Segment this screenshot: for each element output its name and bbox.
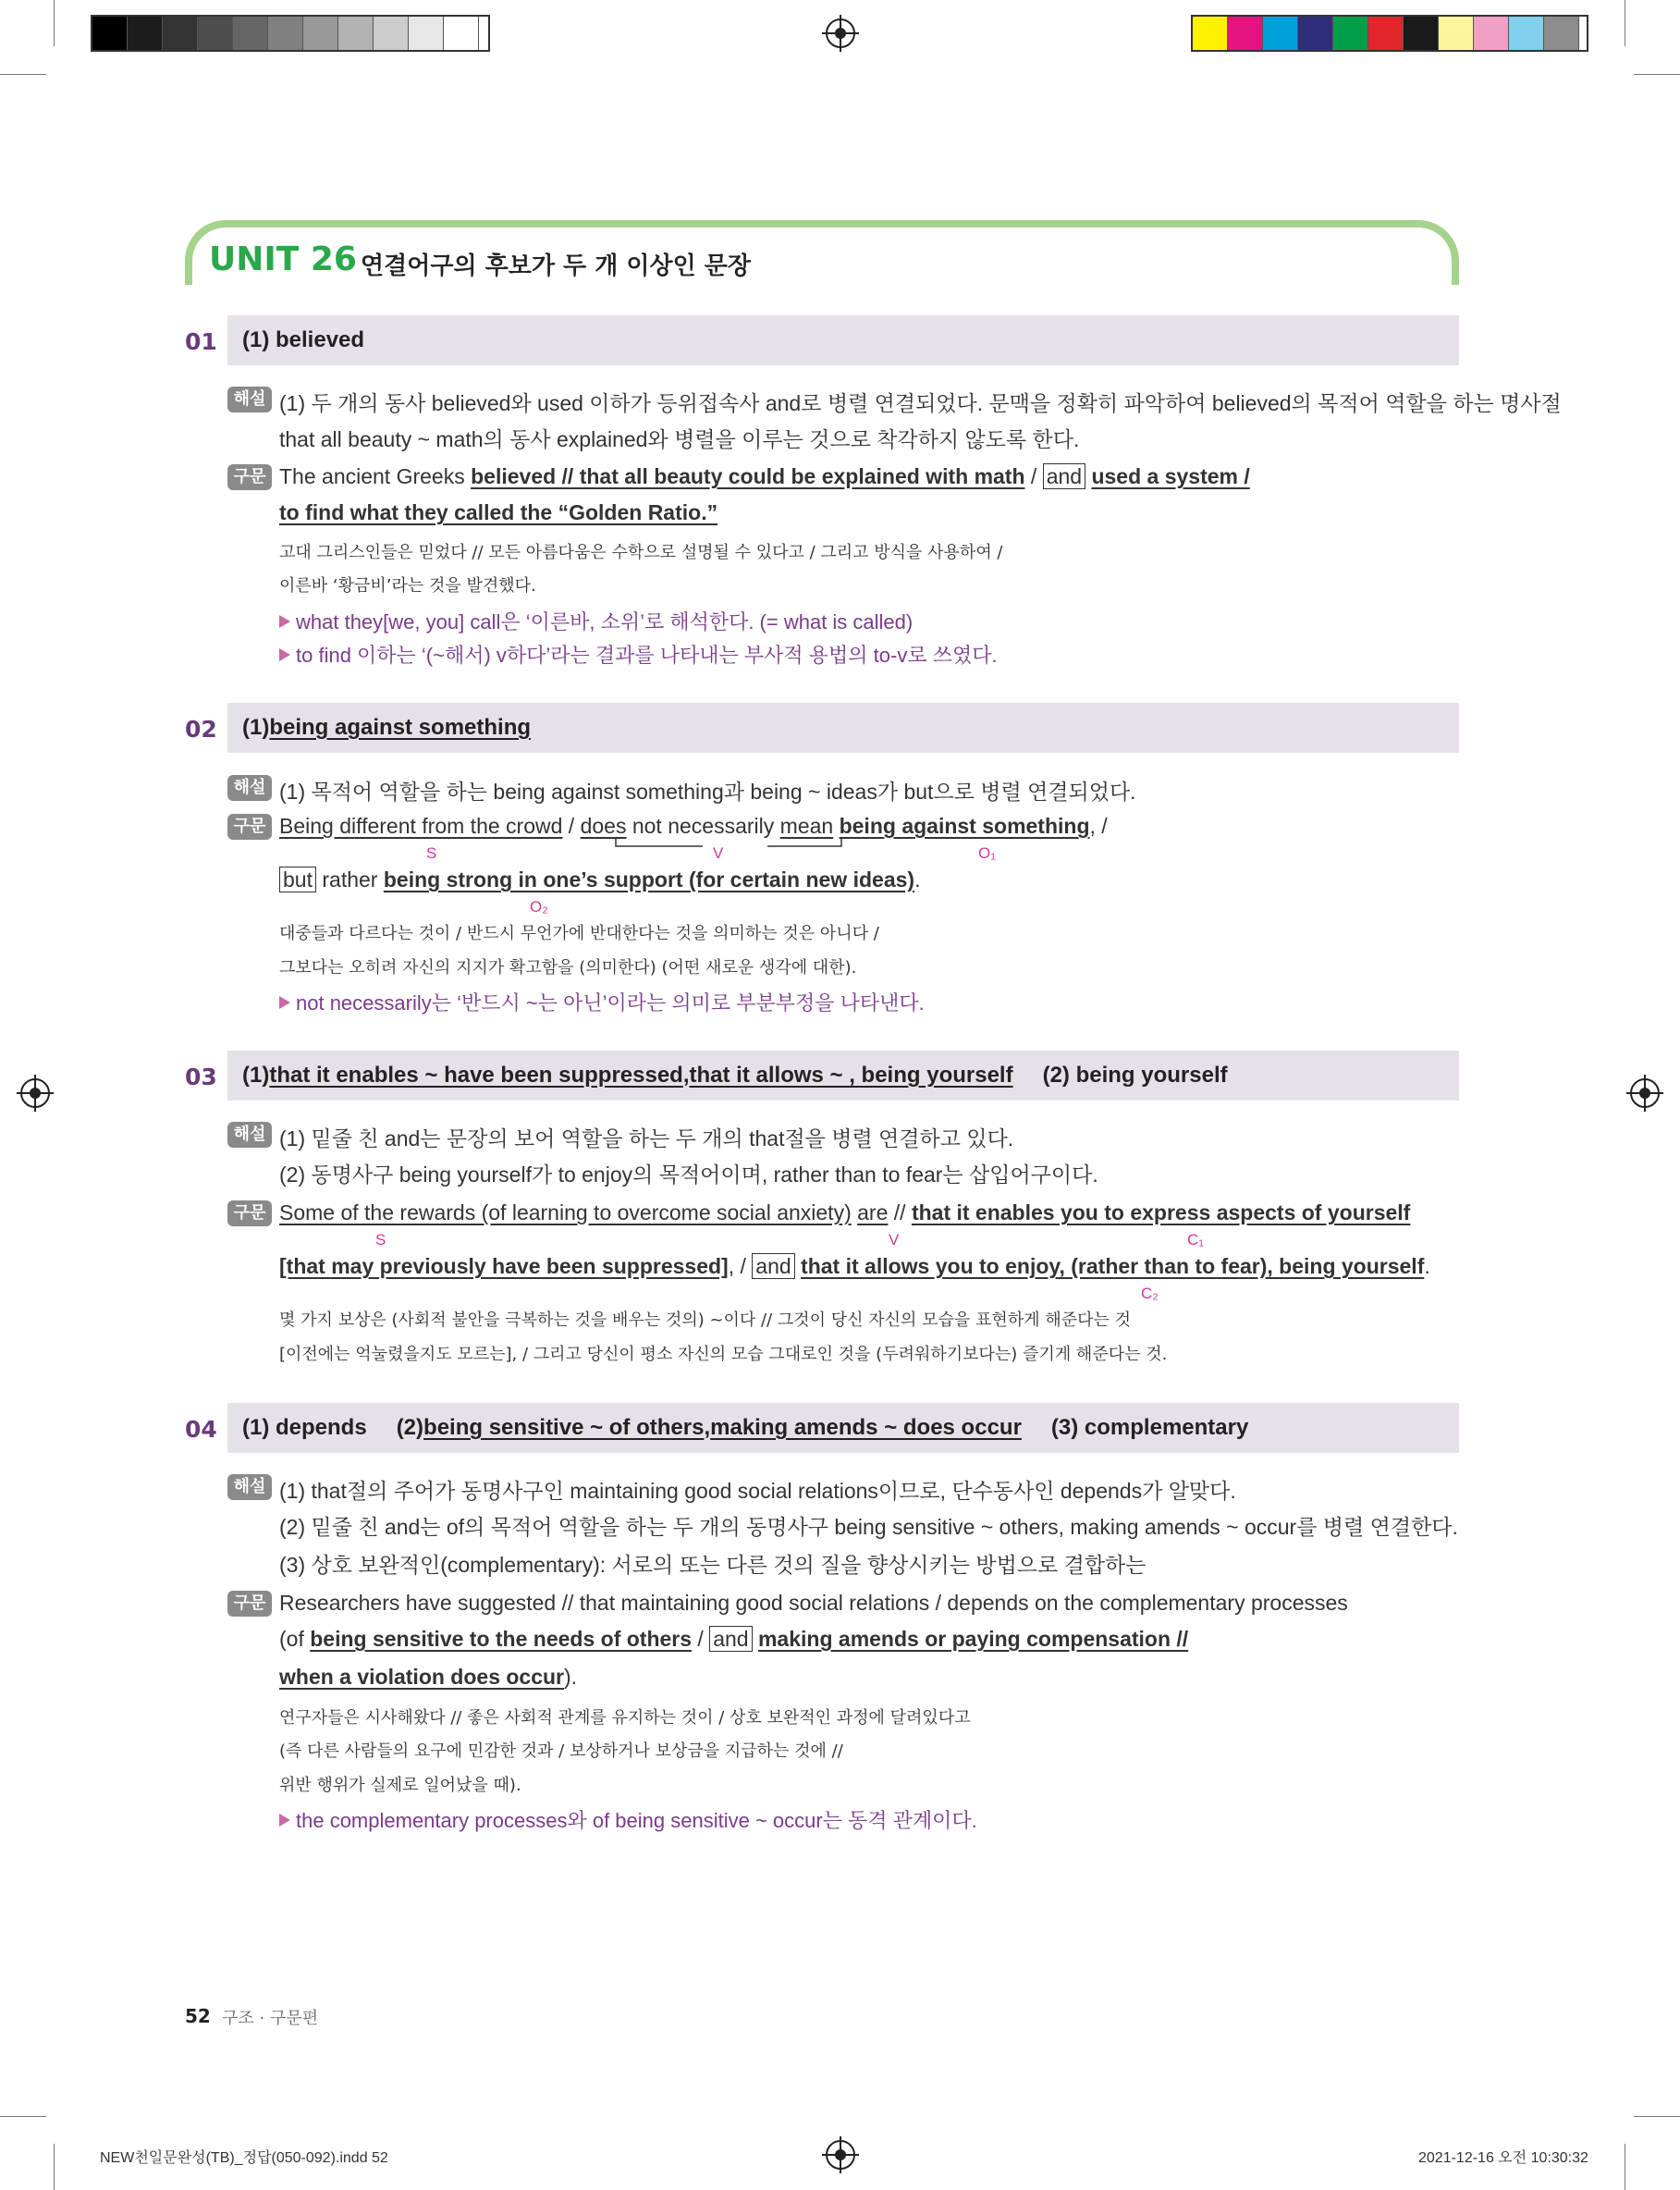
syntax-tag: 구문 [227,814,272,840]
syntax-tag: 구문 [227,464,272,490]
sentence-fragment: Some of the rewards (of learning to overcome social anxiety) [279,1200,852,1224]
sentence-fragment: that it allows you to enjoy, (rather than to fear), being yourself [801,1254,1425,1278]
sentence-fragment: Being different from the crowd [279,814,563,838]
conjunction-box: and [709,1626,752,1652]
triangle-bullet-icon [279,648,290,661]
answer-text: (1) [242,715,270,740]
translation-line: 위반 행위가 실제로 일어났을 때). [279,1776,521,1795]
sentence-fragment: / [692,1627,710,1651]
registration-mark-icon [826,18,855,48]
sentence-fragment: ). [564,1665,578,1689]
color-swatch [1544,17,1579,50]
answer-text: , [704,1415,711,1440]
complement-label: C₁ [1187,1231,1205,1249]
color-swatch [268,17,303,50]
triangle-bullet-icon [279,996,290,1009]
sentence-fragment: used a system / [1091,464,1250,488]
sentence-fragment: The ancient Greeks [279,464,472,488]
explanation-tag: 해설 [227,387,272,412]
color-swatch [1404,17,1439,50]
sentence-fragment: rather [315,867,384,892]
syntax-line [279,814,1108,839]
translation-line: [이전에는 억눌렸을지도 모르는], / 그리고 당신이 평소 자신의 모습 그대로인 것을 (두려워하기보다는) 즐기게 해준다는 것. [279,1345,1168,1364]
explanation-line: (2) 밑줄 친 and는 of의 목적어 역할을 하는 두 개의 동명사구 being sensitive ~ others, making amends ~ occur를 병렬 연결한다. [279,1515,1458,1539]
answer-text: (2) being yourself [1042,1063,1228,1088]
question-number: 03 [185,1064,217,1090]
registration-mark-icon [20,1078,50,1108]
sentence-fragment: are [857,1200,889,1224]
syntax-line: Researchers have suggested // that maintaining good social relations / depends on the complementary processes [279,1591,1348,1615]
answer-bar [227,703,1459,753]
color-swatch [198,17,233,50]
complement-label: C₂ [1141,1285,1159,1302]
sentence-fragment: (of [279,1627,311,1651]
explanation-line: (1) 목적어 역할을 하는 being against something과 being ~ ideas가 but으로 병렬 연결되었다. [279,780,1136,804]
grammar-note [279,1805,977,1834]
conjunction-box: but [279,867,316,892]
sentence-fragment: / [1024,464,1043,488]
sentence-fragment: being against something [839,814,1090,838]
color-swatch [1333,17,1368,50]
triangle-bullet-icon [279,1814,290,1827]
sentence-fragment: does [580,814,627,838]
question-number: 04 [185,1416,217,1443]
translation-line: 이른바 ‘황금비’라는 것을 발견했다. [279,576,536,596]
syntax-line [279,1200,1410,1225]
color-swatch [409,17,444,50]
sentence-fragment: when a violation does occur [279,1665,565,1689]
triangle-bullet-icon [279,615,290,628]
translation-line: 고대 그리스인들은 믿었다 // 모든 아름다움은 수학으로 설명될 수 있다고 / 그리고 방식을 사용하여 / [279,543,1003,562]
explanation-line: (1) 밑줄 친 and는 문장의 보어 역할을 하는 두 개의 that절을 병렬 연결하고 있다. [279,1126,1014,1150]
explanation-tag: 해설 [227,775,272,801]
registration-mark-icon [1630,1078,1660,1108]
color-swatch [338,17,374,50]
syntax-line [279,867,920,892]
color-swatch [303,17,338,50]
sentence-fragment: / [562,814,581,838]
explanation-line: that all beauty ~ math의 동사 explained와 병렬을 이루는 것으로 착각하지 않도록 한다. [279,427,1080,451]
color-swatch [444,17,479,50]
unit-title: 연결어구의 후보가 두 개 이상인 문장 [361,252,751,280]
color-swatch [1368,17,1404,50]
explanation-tag: 해설 [227,1474,272,1500]
sentence-fragment: . [1424,1254,1430,1278]
conjunction-box: and [1043,463,1085,489]
answer-bar [227,315,1459,365]
color-swatch [1298,17,1333,50]
syntax-line [279,1254,1430,1279]
sentence-fragment: making amends or paying compensation // [757,1627,1189,1651]
sentence-fragment: being strong in one’s support (for certain new ideas) [383,867,915,892]
explanation-line: (1) that절의 주어가 동명사구인 maintaining good social relations이므로, 단수동사인 depends가 알맞다. [279,1479,1236,1503]
crop-mark [54,2144,55,2190]
color-swatch [1193,17,1228,50]
color-swatch [233,17,268,50]
crop-mark [54,0,55,46]
conjunction-box: and [752,1253,794,1279]
color-swatch [1509,17,1544,50]
color-swatch [374,17,409,50]
grammar-note [279,988,925,1016]
translation-line: 연구자들은 시사해왔다 // 좋은 사회적 관계를 유지하는 것이 / 상호 보완적인 과정에 달려있다고 [279,1708,971,1728]
registration-mark-icon [826,2140,855,2170]
process-color-bar [1191,15,1588,52]
sentence-fragment: to find what they called the “Golden Ratio.” [279,500,718,524]
question-number: 02 [185,716,217,743]
subject-label: S [375,1231,386,1249]
subject-label: S [426,844,437,862]
answer-text: that it enables ~ have been suppressed [269,1063,683,1088]
syntax-tag: 구문 [227,1200,272,1226]
translation-line: 몇 가지 보상은 (사회적 불안을 극복하는 것을 배우는 것의) ~이다 // 그것이 당신 자신의 모습을 표현하게 해준다는 것 [279,1310,1131,1330]
color-swatch [1439,17,1474,50]
answer-text: that it allows ~ , being yourself [689,1063,1013,1088]
explanation-tag: 해설 [227,1122,272,1148]
crop-mark [0,2116,46,2117]
translation-line: 그보다는 오히려 자신의 지지가 확고함을 (의미한다) (어떤 새로운 생각에 대한). [279,958,857,978]
color-swatch [92,17,128,50]
answer-text: , [682,1063,690,1088]
sentence-fragment: being sensitive to the needs of others [310,1627,693,1651]
note-text: what they[we, you] call은 ‘이른바, 소위’로 해석한다. (= what is called) [296,610,914,634]
verb-label: V [713,844,724,862]
syntax-tag: 구문 [227,1591,272,1617]
color-swatch [1228,17,1263,50]
syntax-line [279,1665,577,1690]
grammar-note [279,607,913,635]
sentence-fragment: [that may previously have been suppressed] [279,1254,729,1278]
unit-label: UNIT 26 [209,240,357,278]
verb-bracket [610,837,851,855]
syntax-line [279,464,1250,489]
answer-text: (3) complementary [1050,1415,1249,1440]
answer-text: (1) believed [242,327,365,352]
sentence-fragment: // [888,1200,912,1224]
crop-mark [1634,2116,1680,2117]
syntax-line [279,1627,1188,1652]
sentence-fragment: , / [728,1254,753,1278]
date-slug: 2021-12-16 오전 10:30:32 [1418,2150,1588,2166]
object-label: O₁ [978,844,996,862]
answer-bar [227,1051,1459,1101]
sentence-fragment: mean [779,814,834,838]
answer-bar [227,1403,1459,1453]
sentence-fragment: , / [1089,814,1108,838]
answer-text: (1) [242,1063,270,1088]
answer-text: making amends ~ does occur [710,1415,1022,1440]
object-label: O₂ [530,898,548,916]
crop-mark [0,74,46,75]
note-text: not necessarily는 ‘반드시 ~는 아닌’이라는 의미로 부분부정을 나타낸다. [296,991,925,1015]
file-slug: NEW천일문완성(TB)_정답(050-092).indd 52 [100,2150,388,2166]
explanation-line: (3) 상호 보완적인(complementary): 서로의 또는 다른 것의 질을 향상시키는 방법으로 결합하는 [279,1553,1147,1577]
question-number: 01 [185,328,217,355]
sentence-fragment: not necessarily [626,814,780,838]
grayscale-color-bar [91,15,490,52]
page-number: 52 [185,2005,211,2027]
answer-text: being against something [269,715,532,740]
translation-line: (즉 다른 사람들의 요구에 민감한 것과 / 보상하거나 보상금을 지급하는 것에 // [279,1741,843,1761]
answer-text: being sensitive ~ of others [423,1415,705,1440]
explanation-line: (1) 두 개의 동사 believed와 used 이하가 등위접속사 and로 병렬 연결되었다. 문맥을 정확히 파악하여 believed의 목적어 역할을 하는 명사절 [279,391,1562,415]
grammar-note [279,640,998,669]
note-text: to find 이하는 ‘(~해서) v하다’라는 결과를 나타내는 부사적 용법의 to-v로 쓰였다. [296,644,998,667]
translation-line: 대중들과 다르다는 것이 / 반드시 무언가에 반대한다는 것을 의미하는 것은 아니다 / [279,924,879,943]
sentence-fragment: that it enables you to express aspects of yourself [911,1200,1411,1224]
sentence-fragment: believed // that all beauty could be explained with math [471,464,1025,488]
crop-mark [1634,74,1680,75]
color-swatch [128,17,163,50]
note-text: the complementary processes와 of being sensitive ~ occur는 동격 관계이다. [296,1809,977,1832]
sentence-fragment: . [914,867,921,892]
color-swatch [1474,17,1509,50]
color-swatch [1263,17,1298,50]
section-name: 구조 · 구문편 [222,2009,319,2028]
syntax-line [279,500,717,525]
verb-label: V [889,1231,900,1249]
answer-text: (1) depends [242,1415,367,1440]
color-swatch [163,17,198,50]
explanation-line: (2) 동명사구 being yourself가 to enjoy의 목적어이며, rather than to fear는 삽입어구이다. [279,1163,1098,1187]
answer-text: (2) [396,1415,424,1440]
